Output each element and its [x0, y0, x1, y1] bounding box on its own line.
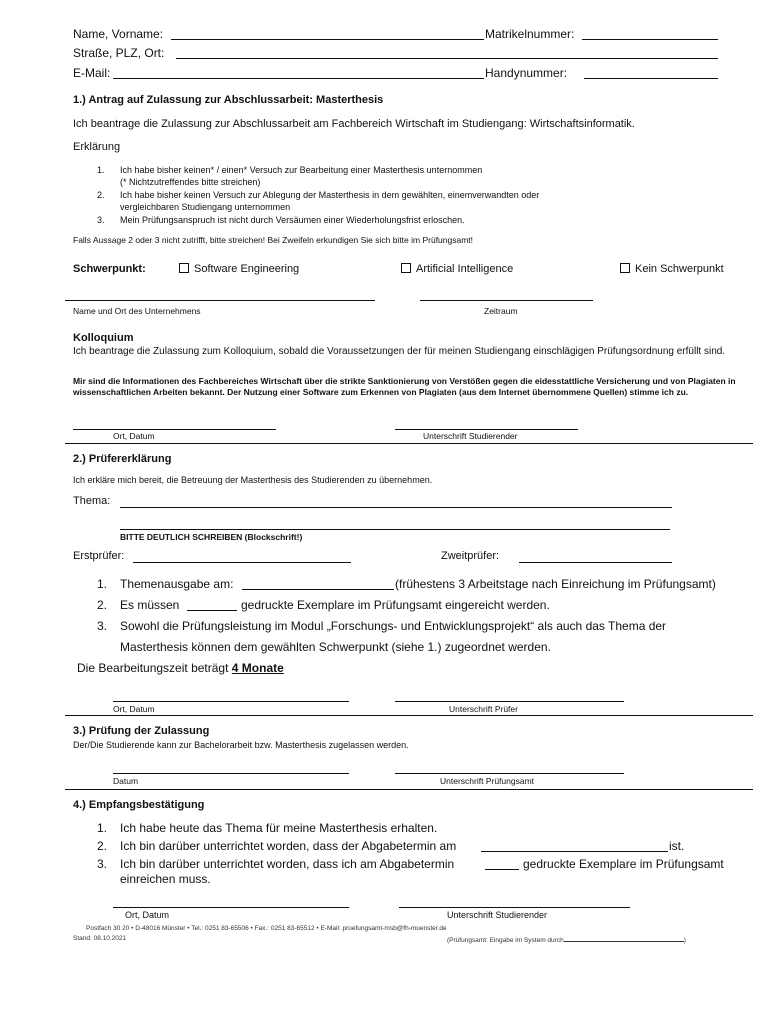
thema-field-1[interactable]	[120, 507, 672, 508]
handy-label: Handynummer:	[485, 66, 568, 80]
pruefer-item-1-number: 1.	[97, 577, 108, 591]
ort-datum-label-4: Ort, Datum	[125, 910, 170, 920]
kolloquium-title: Kolloquium	[73, 332, 134, 344]
zeitraum-field[interactable]	[420, 300, 593, 301]
pruefer-item-1-label: Themenausgabe am:	[120, 577, 234, 591]
checkbox-artificial-intelligence[interactable]	[401, 263, 411, 273]
erklaerung-item-1-note: (* Nichtzutreffendes bitte streichen)	[120, 177, 261, 187]
section3-text: Der/Die Studierende kann zur Bachelorarbeit bzw. Masterthesis zugelassen werden.	[73, 740, 409, 750]
plagiat-statement: Mir sind die Informationen des Fachbereiches Wirtschaft über die strikte Sanktionierung von Verstößen gegen die eidesstattliche Versicherung und von Plagiaten in wissenschaftlichen Arbeiten bekannt. Der Nutzung einer Software zum Erkennen von Plagiaten (aus dem Internet übernommene Quellen) stimme ich zu.	[73, 376, 736, 397]
signature-label-2: Unterschrift Prüfer	[449, 704, 518, 714]
thema-label: Thema:	[73, 495, 111, 507]
ort-datum-field-2[interactable]	[113, 701, 349, 702]
zweitpruefer-field[interactable]	[519, 562, 672, 563]
signature-label-4: Unterschrift Studierender	[447, 910, 548, 920]
empfang-item-2-label: Ich bin darüber unterrichtet worden, dass der Abgabetermin am	[120, 839, 457, 853]
section2-title: 2.) Prüfererklärung	[73, 453, 172, 465]
divider-2	[65, 715, 753, 716]
option-kein-schwerpunkt[interactable]	[620, 263, 724, 275]
empfang-item-1-number: 1.	[97, 821, 108, 835]
signature-field-4[interactable]	[399, 907, 630, 908]
pruefer-item-2-label: Es müssen	[120, 598, 180, 612]
bearbeitungszeit-value: 4 Monate	[231, 661, 284, 675]
name-label: Name, Vorname:	[73, 27, 164, 41]
section1-title: 1.) Antrag auf Zulassung zur Abschlussarbeit: Masterthesis	[73, 94, 384, 106]
themenausgabe-field[interactable]	[242, 589, 394, 590]
option-software-engineering[interactable]	[179, 263, 299, 275]
signature-field-3[interactable]	[395, 773, 624, 774]
erstpruefer-field[interactable]	[133, 562, 351, 563]
name-field[interactable]	[171, 39, 484, 40]
datum-label-3: Datum	[113, 776, 139, 786]
pruefer-item-2-number: 2.	[97, 598, 108, 612]
empfang-item-2-number: 2.	[97, 839, 108, 853]
erklaerung-item-2-text: Ich habe bisher keinen Versuch zur Ablegung der Masterthesis in dem gewählten, einemverwandten oder	[120, 190, 540, 200]
streichen-note: Falls Aussage 2 oder 3 nicht zutrifft, bitte streichen! Bei Zweifeln erkundigen Sie sich bitte im Prüfungsamt!	[73, 235, 474, 245]
option-software-engineering-label: Software Engineering	[194, 263, 300, 275]
email-field[interactable]	[113, 78, 484, 79]
erklaerung-item-3-text: Mein Prüfungsanspruch ist nicht durch Versäumen einer Wiederholungsfrist erloschen.	[120, 215, 465, 225]
strasse-field[interactable]	[176, 58, 718, 59]
erklaerung-heading: Erklärung	[73, 141, 121, 153]
footer-eingabe-end: )	[683, 937, 686, 944]
pruefer-item-1-note: (frühestens 3 Arbeitstage nach Einreichung im Prüfungsamt)	[395, 577, 716, 591]
zeitraum-label: Zeitraum	[484, 306, 518, 316]
thema-field-2[interactable]	[120, 529, 670, 530]
strasse-label: Straße, PLZ, Ort:	[73, 46, 165, 60]
checkbox-software-engineering[interactable]	[179, 263, 189, 273]
empfang-item-3-number: 3.	[97, 857, 108, 871]
empfang-item-1-text: Ich habe heute das Thema für meine Masterthesis erhalten.	[120, 821, 438, 835]
bearbeitungszeit-label: Die Bearbeitungszeit beträgt	[77, 661, 229, 675]
divider-3	[65, 789, 753, 790]
ort-datum-label-1: Ort, Datum	[113, 431, 155, 441]
empfang-item-3-text-cont: einreichen muss.	[120, 872, 211, 886]
empfang-item-3-label: Ich bin darüber unterrichtet worden, dass ich am Abgabetermin	[120, 857, 455, 871]
empfang-item-2-end: ist.	[669, 839, 685, 853]
section3-title: 3.) Prüfung der Zulassung	[73, 725, 210, 737]
exemplare-field[interactable]	[187, 610, 237, 611]
schwerpunkt-label: Schwerpunkt:	[73, 263, 146, 275]
signature-label-3: Unterschrift Prüfungsamt	[440, 776, 535, 786]
footer-eingabe-field[interactable]	[564, 935, 684, 942]
erklaerung-item-1-text: Ich habe bisher keinen* / einen* Versuch zur Bearbeitung einer Masterthesis unternommen	[120, 165, 483, 175]
pruefer-item-2-text: gedruckte Exemplare im Prüfungsamt eingereicht werden.	[241, 598, 550, 612]
signature-field-2[interactable]	[395, 701, 624, 702]
erklaerung-item-1-number: 1.	[97, 165, 105, 175]
footer-eingabe-label: (Prüfungsamt: Eingabe im System durch	[447, 937, 564, 944]
kolloquium-text: Ich beantrage die Zulassung zum Kolloquium, sobald die Voraussetzungen der für meinen Studiengang einschlägigen Prüfungsordnung erfüllt sind.	[73, 346, 726, 357]
footer-eingabe	[447, 935, 686, 944]
blockschrift-note: BITTE DEUTLICH SCHREIBEN (Blockschrift!)	[120, 532, 303, 542]
pruefer-item-3-text: Sowohl die Prüfungsleistung im Modul „Forschungs- und Entwicklungsprojekt“ als auch das Thema der	[120, 619, 667, 633]
option-artificial-intelligence-label: Artificial Intelligence	[416, 263, 514, 275]
erklaerung-item-2-text-cont: vergleichbaren Studiengang unternommen	[120, 202, 291, 212]
footer-stand: Stand: 08.10.2021	[73, 935, 127, 942]
matrikel-field[interactable]	[582, 39, 718, 40]
section1-intro: Ich beantrage die Zulassung zur Abschlussarbeit am Fachbereich Wirtschaft im Studiengang: Wirtschaftsinformatik.	[73, 118, 635, 130]
abgabetermin-field[interactable]	[481, 851, 668, 852]
email-label: E-Mail:	[73, 66, 111, 80]
footer-address: Postfach 30 20 • D-48016 Münster • Tel.: 0251 83-65506 • Fax.: 0251 83-65512 • E-Mail: pruefungsamt-msb@fh-muenster.de	[86, 925, 447, 932]
ort-datum-field-1[interactable]	[73, 429, 276, 430]
bearbeitungszeit-sentence	[77, 661, 284, 675]
unternehmen-label: Name und Ort des Unternehmens	[73, 306, 201, 316]
option-kein-schwerpunkt-label: Kein Schwerpunkt	[635, 263, 724, 275]
section4-title: 4.) Empfangsbestätigung	[73, 799, 205, 811]
matrikel-label: Matrikelnummer:	[485, 27, 575, 41]
erstpruefer-label: Erstprüfer:	[73, 550, 125, 562]
section2-intro: Ich erkläre mich bereit, die Betreuung der Masterthesis des Studierenden zu übernehmen.	[73, 475, 433, 485]
datum-field-3[interactable]	[113, 773, 349, 774]
signature-field-1[interactable]	[395, 429, 578, 430]
divider-1	[65, 443, 753, 444]
pruefer-item-3-number: 3.	[97, 619, 108, 633]
checkbox-kein-schwerpunkt[interactable]	[620, 263, 630, 273]
empfang-exemplare-field[interactable]	[485, 869, 519, 870]
empfang-item-3-text: gedruckte Exemplare im Prüfungsamt	[523, 857, 724, 871]
ort-datum-field-4[interactable]	[113, 907, 349, 908]
pruefer-item-3-text-cont: Masterthesis können dem gewählten Schwerpunkt (siehe 1.) zugeordnet werden.	[120, 640, 551, 654]
erklaerung-item-2-number: 2.	[97, 190, 105, 200]
unternehmen-field[interactable]	[65, 300, 375, 301]
ort-datum-label-2: Ort, Datum	[113, 704, 155, 714]
erklaerung-item-3-number: 3.	[97, 215, 105, 225]
zweitpruefer-label: Zweitprüfer:	[441, 550, 500, 562]
option-artificial-intelligence[interactable]	[401, 263, 513, 275]
handy-field[interactable]	[584, 78, 718, 79]
signature-label-1: Unterschrift Studierender	[423, 431, 518, 441]
